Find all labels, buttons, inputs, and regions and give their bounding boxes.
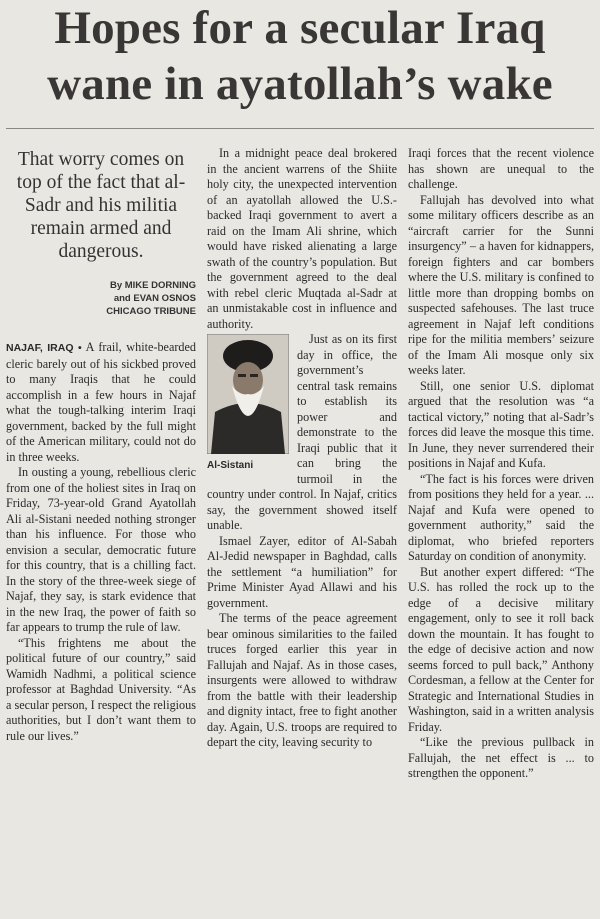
paragraph: Fallujah has devolved into what some military officers describe as an “aircraft carrier for the Sunni insurgency” – a haven for kidnappers, foreign fighters and car bombers where the U.S. military is confined to little more than dropping bombs on suspected safehouses. The last truce agreement in Najaf left conditions ripe for the militia members’ seizure of the Imam Ali mosque only six weeks later. xyxy=(408,192,594,377)
byline xyxy=(6,279,196,318)
paragraph-text: A frail, white-bearded cleric barely out of his sickbed proved to many Iraqis that he could accomplish in a few hours in Najaf what the tough-talking interim Iraqi government, backed by the full might of the American military, could not do in three weeks. xyxy=(6,340,197,464)
paragraph: Just as on its first day in office, the government’s central task remains to establish its power and demonstrate to the Iraqi public that it can bring the turmoil in the country under control. In Najaf, critics say, the government showed itself unable. xyxy=(207,332,397,532)
dateline: NAJAF, IRAQ • xyxy=(6,342,82,354)
photo-block xyxy=(207,334,289,474)
byline-author-2: and EVAN OSNOS xyxy=(113,293,196,304)
column-3 xyxy=(408,146,594,782)
paragraph: But another expert differed: “The U.S. has rolled the rock up to the edge of a decisive military engagement, only to see it roll back down the mountain. It has fought to the edge of decisive action and now seems forced to pull back,” Anthony Cordesman, a fellow at the Center for Strategic and International Studies in Washington, said in a written analysis Friday. xyxy=(408,564,594,734)
headline-line-2: wane in ayatollah’s wake xyxy=(47,58,553,110)
paragraph: The terms of the peace agreement bear ominous similarities to the failed truces forged earlier this year in Fallujah and Najaf. As in those cases, insurgents were allowed to withdraw from the battle with their leadership and dignity intact, free to fight another day. Again, U.S. troops are required to depart the city, leaving security to xyxy=(207,611,397,749)
byline-paper: CHICAGO TRIBUNE xyxy=(106,306,196,317)
paragraph: Iraqi forces that the recent violence has shown are unequal to the challenge. xyxy=(408,146,594,191)
paragraph: “The fact is his forces were driven from positions they held for a year. ... Najaf and Kufa were opened to government authority,” said the diplomat, who briefed reporters Saturday on condition of anonymity. xyxy=(408,471,594,563)
column-2 xyxy=(207,146,397,751)
headline xyxy=(0,0,600,128)
byline-author-1: By MIKE DORNING xyxy=(109,280,196,291)
cleric-portrait-photo xyxy=(207,334,289,454)
paragraph: In ousting a young, rebellious cleric from one of the holiest sites in Iraq on Friday, 73-year-old Grand Ayatollah Ali al-Sistani needed nothing stronger than his influence. For those who envision a secular, democratic future for this country, that is a chilling fact. In the story of the three-week siege of Najaf, they say, is stark evidence that in the new Iraq, the power of faith so far appears to trump the rule of law. xyxy=(6,465,196,634)
paragraph: Ismael Zayer, editor of Al-Sabah Al-Jedid newspaper in Baghdad, calls the settlement “a humiliation” for Prime Minister Ayad Allawi and his government. xyxy=(207,533,397,610)
headline-rule xyxy=(6,128,594,129)
headline-line-1: Hopes for a secular Iraq xyxy=(54,2,546,54)
deck: That worry comes on top of the fact that al-Sadr and his militia remain armed and dangerous. xyxy=(16,149,186,262)
paragraph: “This frightens me about the political future of our country,” said Wamidh Nadhmi, a political science professor at Baghdad University. “As a secular person, I respect the religious authorities, but I don’t want them to rule our lives.” xyxy=(6,635,196,743)
paragraph: “Like the previous pullback in Fallujah, the net effect is ... to strengthen the opponent.” xyxy=(408,735,594,780)
paragraph: In a midnight peace deal brokered in the ancient warrens of the Shiite holy city, the unexpected intervention of an ayatollah allowed the U.S.-backed Iraqi government to avert a raid on the Imam Ali shrine, which would have risked alienating a large swath of the country’s population. But the government agreed to the deal with rebel cleric Muqtada al-Sadr at an unmistakable cost in influence and authority. xyxy=(207,146,397,331)
photo-caption: Al-Sistani xyxy=(207,460,254,471)
paragraph: Still, one senior U.S. diplomat argued that the resolution was “a tactical victory,” noting that al-Sadr’s forces did leave the mosque this time. In June, they never surrendered their positions in Najaf and Kufa. xyxy=(408,378,594,470)
column-1 xyxy=(6,146,196,744)
paragraph xyxy=(6,340,196,465)
